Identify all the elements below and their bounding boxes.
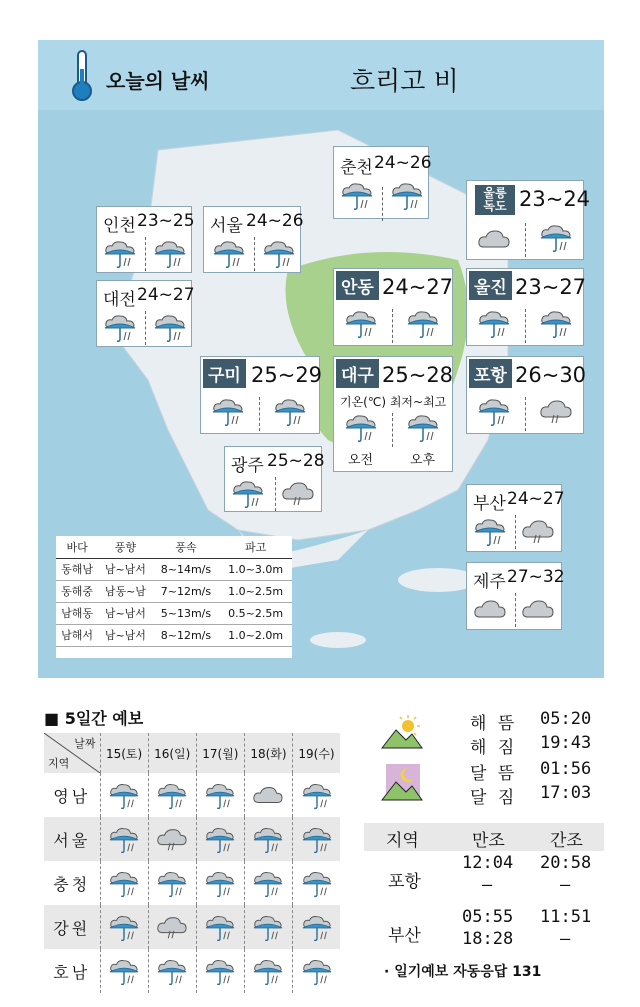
moon-mountain-icon [380, 762, 424, 802]
rain-cloud-icon [477, 307, 511, 339]
rain-cloud-icon [273, 395, 307, 427]
table-row: 남해동 남~남서 5~13m/s 0.5~2.5m [56, 602, 292, 624]
rain-cloud-icon [204, 956, 236, 986]
rain-cloud-icon [473, 515, 507, 547]
sunrise-label: 해 뜸 [470, 714, 518, 734]
rain-cloud-icon [156, 868, 188, 898]
rain-cloud-icon [301, 824, 333, 854]
rain-cloud-icon [211, 395, 245, 427]
table-row: 강원 [44, 905, 340, 949]
city-card-uljin: 울진 23~27 [466, 268, 584, 346]
city-card-seoul: 서울 24~26 [203, 206, 301, 273]
table-row: 호남 [44, 949, 340, 993]
rain-cloud-icon [103, 311, 137, 343]
sun-mountain-icon [380, 712, 424, 750]
cloud-rain-icon [156, 912, 188, 942]
rain-cloud-icon [231, 477, 265, 509]
weather-status: 흐리고 비 [350, 67, 459, 97]
rain-cloud-icon [252, 868, 284, 898]
rain-cloud-icon [301, 780, 333, 810]
rain-cloud-icon [301, 956, 333, 986]
rain-cloud-icon [103, 237, 137, 269]
city-card-pohang: 포항 26~30 [466, 356, 584, 434]
table-row: 동해중 남동~남 7~12m/s 1.0~2.5m [56, 580, 292, 602]
rain-cloud-icon [262, 237, 296, 269]
rain-cloud-icon [340, 179, 374, 211]
table-row: 부산 05:55 18:28 11:51 – [388, 907, 592, 949]
moonset-time: 17:03 [540, 783, 592, 803]
rain-cloud-icon [301, 912, 333, 942]
rain-cloud-icon [406, 307, 440, 339]
rain-cloud-icon [153, 311, 187, 343]
table-row: 영남 [44, 773, 340, 817]
rain-cloud-icon [156, 956, 188, 986]
cloud-rain-icon [539, 395, 573, 427]
rain-cloud-icon [108, 912, 140, 942]
city-card-ulleung: 울릉 독도 23~24 [466, 180, 584, 260]
sunrise-time: 05:20 [540, 709, 592, 729]
table-row: 남해서 남~남서 8~12m/s 1.0~2.0m [56, 624, 292, 646]
table-row: 서울 [44, 817, 340, 861]
table-row: 충청 [44, 861, 340, 905]
city-card-jeju: 제주 27~32 [466, 562, 562, 630]
moonrise-label: 달 뜸 [470, 764, 518, 784]
cloud-rain-icon [521, 515, 555, 547]
rain-cloud-icon [204, 912, 236, 942]
tide-table: 지역 만조 간조 포항 12:04 – 20:58 – 부산 05:55 18:28 11:51 – [364, 823, 604, 959]
rain-cloud-icon [252, 912, 284, 942]
rain-cloud-icon [153, 237, 187, 269]
cloud-icon [477, 223, 511, 255]
cloud-icon [521, 593, 555, 625]
table-row: 포항 12:04 – 20:58 – [388, 853, 592, 895]
sunset-time: 19:43 [540, 733, 592, 753]
rain-cloud-icon [252, 956, 284, 986]
forecast-table: 날짜 지역 15(토) 16(일) 17(월) 18(화) 19(수) 영남 서울 충청 강원 호남 [44, 733, 340, 993]
rain-cloud-icon [108, 956, 140, 986]
rain-cloud-icon [344, 411, 378, 443]
pm-label: 오후 [410, 453, 436, 468]
moonrise-time: 01:56 [540, 759, 592, 779]
forecast-title: ■ 5일간 예보 [44, 709, 144, 728]
page-title: 오늘의 날씨 [106, 69, 210, 93]
rain-cloud-icon [252, 824, 284, 854]
city-card-gumi: 구미 25~29 [200, 356, 320, 434]
rain-cloud-icon [204, 824, 236, 854]
rain-cloud-icon [539, 307, 573, 339]
city-card-daegu: 대구 25~28 기온(℃) 최저~최고 오전 오후 [333, 356, 453, 472]
sea-conditions-table: 바다 풍향 풍속 파고 동해남 남~남서 8~14m/s 1.0~3.0m 동해중 남동~남 7~12m/s 1.0~2.5m 남해동 남~남서 5~13m/s 0.5~2.5m 남해서 남~남서 8~12m/s 1.0~2.0m [56, 536, 292, 658]
city-card-incheon: 인천 23~25 [96, 206, 192, 273]
daegu-legend: 기온(℃) 최저~최고 [340, 395, 447, 409]
thermometer-icon [68, 49, 96, 101]
rain-cloud-icon [344, 307, 378, 339]
cloud-icon [473, 593, 507, 625]
cloud-rain-icon [281, 477, 315, 509]
rain-cloud-icon [539, 221, 573, 253]
cloud-rain-icon [156, 824, 188, 854]
table-corner: 날짜 지역 [44, 733, 100, 773]
moonset-label: 달 짐 [470, 788, 518, 808]
rain-cloud-icon [301, 868, 333, 898]
rain-cloud-icon [477, 395, 511, 427]
city-card-daejeon: 대전 24~27 [96, 280, 192, 347]
table-row: 동해남 남~남서 8~14m/s 1.0~3.0m [56, 558, 292, 580]
rain-cloud-icon [156, 780, 188, 810]
rain-cloud-icon [108, 780, 140, 810]
am-label: 오전 [348, 453, 374, 468]
rain-cloud-icon [212, 237, 246, 269]
rain-cloud-icon [204, 868, 236, 898]
rain-cloud-icon [406, 411, 440, 443]
city-card-busan: 부산 24~27 [466, 484, 562, 552]
city-card-gwangju: 광주 25~28 [224, 446, 322, 512]
city-card-chuncheon: 춘천 24~26 [333, 146, 429, 219]
city-card-andong: 안동 24~27 [333, 268, 453, 346]
sunset-label: 해 짐 [470, 738, 518, 758]
rain-cloud-icon [390, 179, 424, 211]
rain-cloud-icon [204, 780, 236, 810]
rain-cloud-icon [108, 868, 140, 898]
footer-note: · 일기예보 자동응답 131 [384, 964, 542, 980]
rain-cloud-icon [108, 824, 140, 854]
cloud-icon [252, 780, 284, 810]
